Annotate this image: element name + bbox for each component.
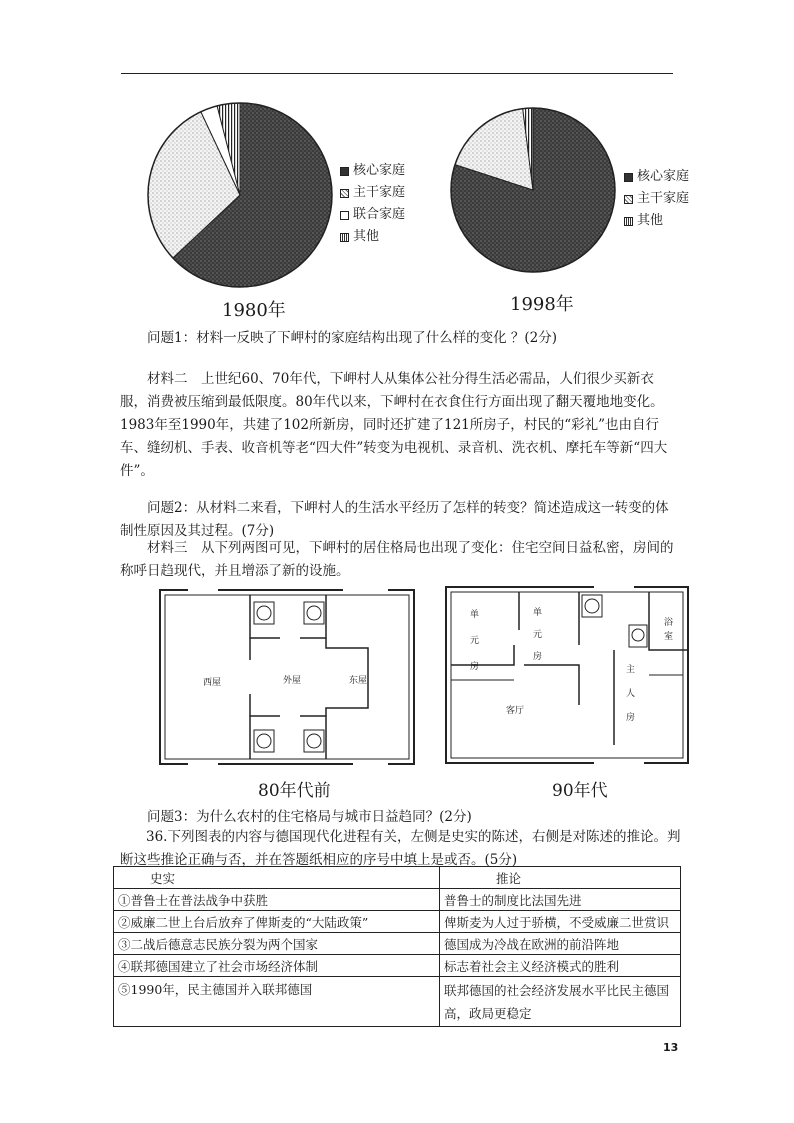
- room-char: 单: [470, 610, 480, 620]
- swatch-icon: [624, 217, 633, 226]
- legend-label: 主干家庭: [353, 185, 406, 200]
- question-2: 问题2：从材料二来看，下岬村人的生活水平经历了怎样的转变？简述造成这一转变的体制性原因及其过程。(7分): [120, 500, 669, 539]
- question-1: 问题1：材料一反映了下岬村的家庭结构出现了什么样的变化 ？(2分): [147, 330, 558, 346]
- room-char: 单: [533, 608, 543, 618]
- room-char: 房: [470, 662, 480, 672]
- bath-room: [664, 616, 673, 644]
- legend-1980: [340, 160, 405, 248]
- year-label-1998: 1998年: [510, 294, 574, 315]
- table-row: [114, 977, 681, 1027]
- room-char: 元: [533, 630, 543, 640]
- legend-label: 联合家庭: [353, 207, 406, 222]
- room-char: 元: [470, 636, 480, 646]
- table-row: [114, 955, 681, 977]
- history-table: [113, 866, 681, 1027]
- swatch-icon: [624, 195, 633, 204]
- master-room: [626, 658, 635, 730]
- swatch-icon: [340, 189, 349, 198]
- unit-room-2: [533, 602, 542, 668]
- room-label: 外屋: [283, 676, 302, 686]
- table-cell: 普鲁士的制度比法国先进: [440, 889, 681, 911]
- table-header: 史实: [114, 867, 440, 889]
- table-header-row: [114, 867, 681, 889]
- swatch-icon: [340, 167, 349, 176]
- pie-1998: [451, 108, 615, 272]
- room-char: 人: [626, 689, 636, 699]
- legend-item: [340, 204, 405, 226]
- living-room: 客厅: [506, 706, 525, 716]
- unit-room-1: [470, 602, 479, 680]
- question-36-intro: 36.下列图表的内容与德国现代化进程有关，左侧是史实的陈述，右侧是对陈述的推论。判断这些推论正确与否，并在答题纸相应的序号中填上是或否。(5分): [120, 829, 681, 868]
- swatch-icon: [340, 233, 349, 242]
- pie-1980: [148, 103, 332, 287]
- year-label-1980: 1980年: [222, 300, 286, 321]
- page-number: 13: [663, 1041, 679, 1054]
- legend-item: [624, 188, 689, 210]
- room-char: 室: [664, 632, 674, 642]
- table-row: [114, 911, 681, 933]
- plan-caption-80s: 80年代前: [258, 781, 331, 801]
- material-3: 材料三 从下列两图可见，下岬村的居住格局也出现了变化：住宅空间日益私密，房间的称呼日趋现代，并且增添了新的设施。: [120, 540, 674, 579]
- legend-item: [340, 226, 405, 248]
- table-row: [114, 889, 681, 911]
- room-char: 房: [533, 652, 543, 662]
- legend-1998: [624, 166, 689, 232]
- legend-label: 主干家庭: [637, 191, 690, 206]
- swatch-icon: [340, 211, 349, 220]
- table-cell: 联邦德国的社会经济发展水平比民主德国高，政局更稳定: [440, 977, 681, 1027]
- room-label: 东屋: [349, 676, 368, 686]
- table-cell: ②威廉二世上台后放弃了俾斯麦的“大陆政策”: [114, 911, 440, 933]
- legend-item: [624, 210, 689, 232]
- plan-caption-90s: 90年代: [552, 781, 608, 801]
- table-header: 推论: [440, 867, 681, 889]
- swatch-icon: [624, 173, 633, 182]
- table-cell: ③二战后德意志民族分裂为两个国家: [114, 933, 440, 955]
- legend-label: 核心家庭: [637, 169, 690, 184]
- table-cell: 俾斯麦为人过于骄横，不受威廉二世赏识: [440, 911, 681, 933]
- material-2: 材料二 上世纪60、70年代，下岬村人从集体公社分得生活必需品，人们很少买新衣服，消费被压缩到最低限度。80年代以来，下岬村在衣食住行方面出现了翻天覆地地变化。1983年至1990年，共建了102所新房，同时还扩建了121所房子，村民的“彩礼”也由自行车、缝纫机、手表、收音机等老“四大件”转变为电视机、录音机、洗衣机、摩托车等新“四大件”。: [120, 371, 668, 479]
- table-cell: ④联邦德国建立了社会市场经济体制: [114, 955, 440, 977]
- room-label: 西屋: [203, 678, 222, 688]
- table-cell: ⑤1990年，民主德国并入联邦德国: [114, 977, 440, 1027]
- legend-label: 其他: [637, 213, 664, 228]
- question-3: 问题3：为什么农村的住宅格局与城市日益趋同？(2分): [147, 809, 472, 825]
- table-cell: ①普鲁士在普法战争中获胜: [114, 889, 440, 911]
- table-cell: 标志着社会主义经济模式的胜利: [440, 955, 681, 977]
- room-char: 主: [626, 665, 636, 675]
- legend-item: [340, 160, 405, 182]
- legend-label: 核心家庭: [353, 163, 406, 178]
- floor-plan-90s: [444, 585, 690, 767]
- legend-item: [340, 182, 405, 204]
- legend-item: [624, 166, 689, 188]
- legend-label: 其他: [353, 229, 380, 244]
- table-cell: 德国成为冷战在欧洲的前沿阵地: [440, 933, 681, 955]
- room-char: 浴: [664, 618, 674, 628]
- table-row: [114, 933, 681, 955]
- room-char: 房: [626, 713, 636, 723]
